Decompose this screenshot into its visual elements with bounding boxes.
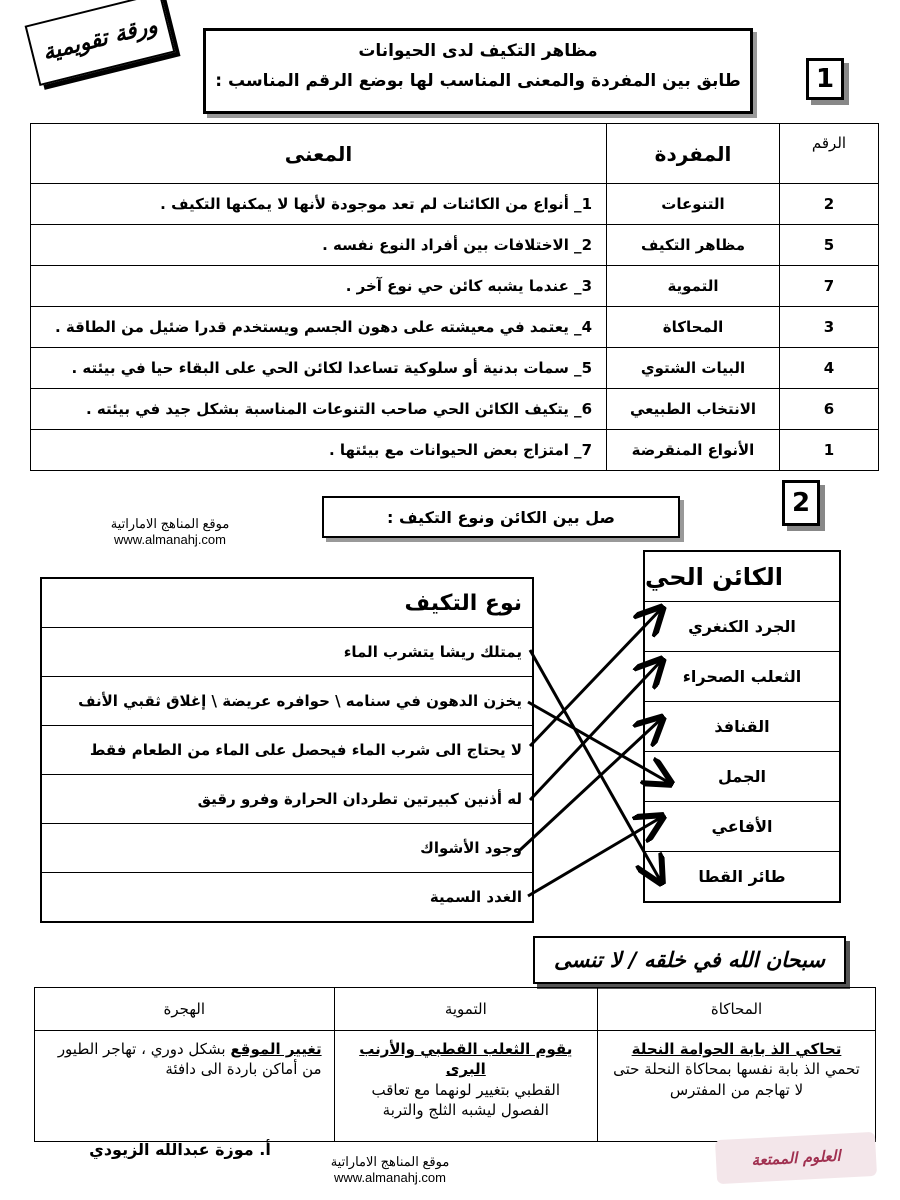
site-name: موقع المناهج الاماراتية <box>110 516 230 531</box>
cell-text: القطبي بتغيير لونهما مع تعاقب الفصول ليشبه الثلج والتربة <box>371 1080 561 1119</box>
camouflage-cell <box>334 1031 597 1142</box>
row-word: البيات الشتوي <box>607 348 780 389</box>
row-word: المحاكاة <box>607 307 780 348</box>
reminder-banner: سبحان الله في خلقه / لا تنسى <box>533 936 846 984</box>
row-word: الانتخاب الطبيعي <box>607 389 780 430</box>
site-url: www.almanahj.com <box>114 532 226 547</box>
organism-item[interactable]: الجمل <box>645 752 839 802</box>
column-header: المحاكاة <box>597 988 875 1031</box>
organism-item[interactable]: الأفاعي <box>645 802 839 852</box>
site-url: www.almanahj.com <box>334 1170 446 1185</box>
teacher-name: أ. موزة عبدالله الزيودي <box>89 1140 271 1159</box>
adaptation-item[interactable]: الغدد السمية <box>429 888 522 906</box>
cell-text: تحمي الذ بابة نفسها بمحاكاة النحلة حتى لا تهاجم من المفترس <box>613 1060 860 1099</box>
header-word: المفردة <box>607 124 780 184</box>
row-meaning: 3_ عندما يشبه كائن حي نوع آخر . <box>31 266 607 307</box>
site-name: موقع المناهج الاماراتية <box>330 1154 450 1169</box>
row-meaning: 7_ امتزاج بعض الحيوانات مع بيئتها . <box>31 430 607 471</box>
header-number: الرقم <box>780 124 879 184</box>
arrow-line <box>530 610 660 746</box>
reminder-table <box>34 987 876 1142</box>
migration-cell <box>35 1031 335 1142</box>
row-word: الأنواع المنقرضة <box>607 430 780 471</box>
row-word: التموية <box>607 266 780 307</box>
adaptation-item[interactable]: يخزن الدهون في سنامه \ حوافره عريضة \ إغلاق ثقبي الأنف <box>42 677 532 726</box>
row-number: 1 <box>780 430 879 471</box>
organism-item[interactable]: طائر القطا <box>698 867 786 886</box>
row-number: 7 <box>780 266 879 307</box>
row-meaning: 1_ أنواع من الكائنات لم تعد موجودة لأنها لا يمكنها التكيف . <box>31 184 607 225</box>
cell-lead: تغيير الموقع <box>230 1040 322 1058</box>
row-meaning: 4_ يعتمد في معيشته على دهون الجسم ويستخدم قدرا ضئيل من الطاقة . <box>31 307 607 348</box>
section2-number: 2 <box>782 480 820 526</box>
organism-item[interactable]: الثعلب الصحراء <box>645 652 839 702</box>
row-meaning: 5_ سمات بدنية أو سلوكية تساعدا لكائن الحي على البقاء حيا في بيئته . <box>31 348 607 389</box>
row-word: التنوعات <box>607 184 780 225</box>
organism-item[interactable]: الجرد الكنغري <box>645 602 839 652</box>
row-number: 3 <box>780 307 879 348</box>
row-number: 5 <box>780 225 879 266</box>
fun-science-logo: العلوم الممتعة <box>715 1132 877 1184</box>
adaptation-item[interactable]: لا يحتاج الى شرب الماء فيحصل على الماء من الطعام فقط <box>42 726 532 775</box>
cell-lead: تحاكي الذ بابة الحوامة النحلة <box>631 1040 842 1058</box>
row-meaning: 6_ يتكيف الكائن الحي صاحب التنوعات المناسبة بشكل جيد في بيئته . <box>31 389 607 430</box>
section1-title: مظاهر التكيف لدى الحيوانات <box>358 41 598 61</box>
column-header: الهجرة <box>35 988 335 1031</box>
organism-item[interactable]: القنافذ <box>645 702 839 752</box>
adaptation-item[interactable]: له أذنين كبيرتين تطردان الحرارة وفرو رقيق <box>42 775 532 824</box>
section1-number: 1 <box>806 58 844 100</box>
header-meaning: المعنى <box>31 124 607 184</box>
footer-site <box>320 1154 460 1185</box>
row-meaning: 2_ الاختلافات بين أفراد النوع نفسه . <box>31 225 607 266</box>
section1-instruction: طابق بين المفردة والمعنى المناسب لها بوضع الرقم المناسب : <box>215 71 741 91</box>
cell-lead: يقوم الثعلب القطبي والأرنب البرى <box>359 1040 573 1079</box>
column-header: التموية <box>334 988 597 1031</box>
row-number: 4 <box>780 348 879 389</box>
adaptation-item[interactable]: وجود الأشواك <box>42 824 532 873</box>
worksheet-stamp: ورقة تقويمية <box>25 0 176 86</box>
row-number: 2 <box>780 184 879 225</box>
section2-instruction: صل بين الكائن ونوع التكيف : <box>322 496 680 538</box>
row-word: مظاهر التكيف <box>607 225 780 266</box>
row-number: 6 <box>780 389 879 430</box>
cell-text: بشكل دوري ، تهاجر الطيور من أماكن باردة الى دافئة <box>57 1040 322 1079</box>
adaptation-header: نوع التكيف <box>42 579 532 628</box>
mimicry-cell <box>597 1031 875 1142</box>
adaptation-item[interactable]: يمتلك ريشا يتشرب الماء <box>42 628 532 677</box>
arrow-line <box>528 818 660 896</box>
organism-header: الكائن الحي <box>645 552 839 602</box>
